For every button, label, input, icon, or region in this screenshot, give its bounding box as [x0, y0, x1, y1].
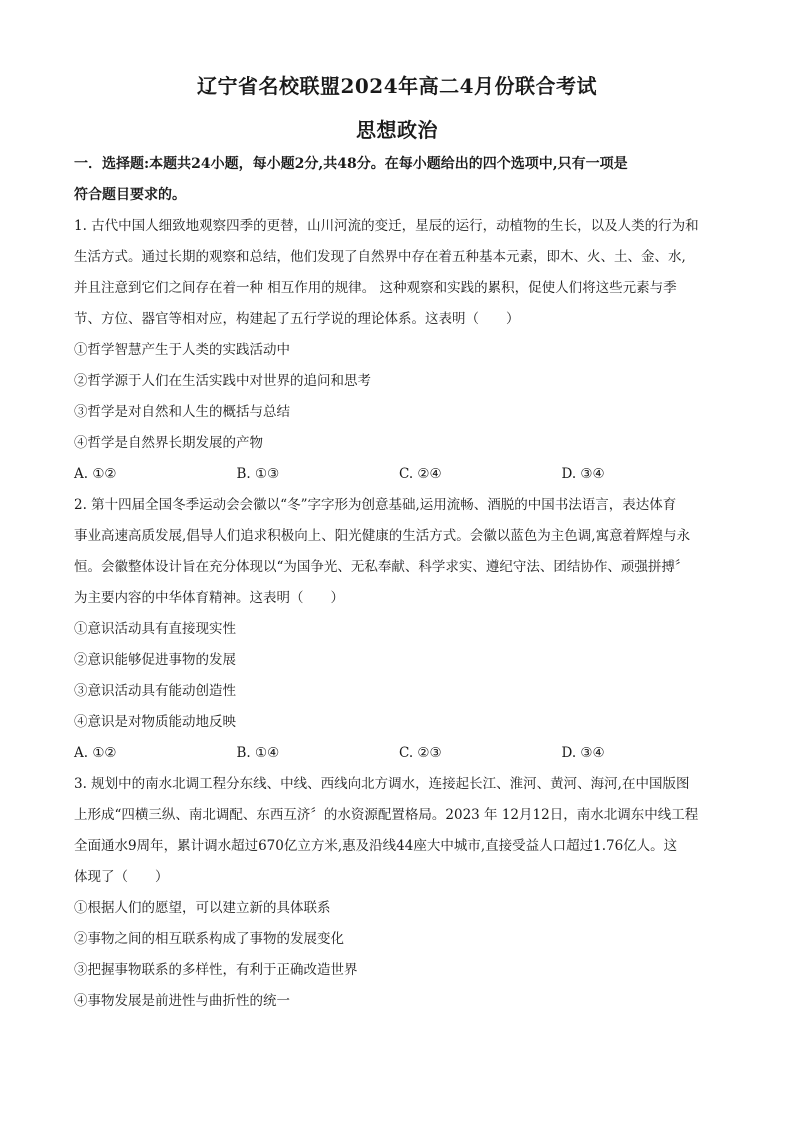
statement-option: ③哲学是对自然和人生的概括与总结 — [74, 404, 290, 420]
statement-option: ④意识是对物质能动地反映 — [74, 714, 236, 730]
statement-option: ③意识活动具有能动创造性 — [74, 683, 236, 699]
question-stem-line: 2. 第十四届全国冬季运动会会徽以“冬”字字形为创意基础,运用流畅、酒脱的中国书法语言，表达体育 — [74, 497, 677, 513]
section-heading-line: 符合题目要求的。 — [74, 187, 186, 203]
answer-choices — [74, 459, 724, 490]
question-stem-line: 为主要内容的中华体育精神。这表明（ ） — [74, 590, 344, 606]
exam-title: 辽宁省名校联盟2024年高二4月份联合考试 — [196, 74, 598, 98]
question-stem-line: 3. 规划中的南水北调工程分东线、中线、西线向北方调水，连接起长江、淮河、黄河、海河,在中国版图 — [74, 776, 690, 792]
statement-option: ②哲学源于人们在生活实践中对世界的追问和思考 — [74, 373, 371, 389]
question-stem-line: 恒。会徽整体设计旨在充分体现以“为国争光、无私奉献、科学求实、遵纪守法、团结协作、顽强拼搏〞 — [74, 559, 689, 575]
question-stem-line: 1. 古代中国人细致地观察四季的更替，山川河流的变迁，星辰的运行，动植物的生长，以及人类的行为和 — [74, 218, 699, 234]
statement-option: ①意识活动具有直接现实性 — [74, 621, 236, 637]
question-stem-line: 节、方位、器官等相对应，构建起了五行学说的理论体系。这表明（ ） — [74, 311, 520, 327]
statement-option: ③把握事物联系的多样性，有利于正确改造世界 — [74, 962, 358, 978]
question-list — [74, 211, 724, 1017]
statement-option: ①哲学智慧产生于人类的实践活动中 — [74, 342, 290, 358]
choice-d: D. ③④ — [561, 466, 605, 482]
statement-option: ①根据人们的愿望，可以建立新的具体联系 — [74, 900, 331, 916]
statement-option: ④哲学是自然界长期发展的产物 — [74, 435, 263, 451]
choice-d: D. ③④ — [561, 745, 605, 761]
question-stem-line: 体现了（ ） — [74, 869, 169, 885]
choice-a: A. ①② — [74, 466, 117, 482]
choice-c: C. ②③ — [399, 745, 442, 761]
question-2 — [74, 490, 724, 769]
question-3 — [74, 769, 724, 1017]
choice-b: B. ①④ — [236, 745, 280, 761]
choice-b: B. ①③ — [236, 466, 280, 482]
exam-subject: 思想政治 — [356, 118, 438, 142]
choice-c: C. ②④ — [399, 466, 442, 482]
choice-a: A. ①② — [74, 745, 117, 761]
question-stem-line: 并且注意到它们之间存在着一种 相互作用的规律。 这种观察和实践的累积，促使人们将这些元素与季 — [74, 280, 677, 296]
statement-option: ④事物发展是前进性与曲折性的统一 — [74, 993, 290, 1009]
question-stem-line: 生活方式。通过长期的观察和总结，他们发现了自然界中存在着五种基本元素，即木、火、土、金、水, — [74, 249, 686, 265]
question-stem-line: 上形成“四横三纵、南北调配、东西互济〞的水资源配置格局。2023 年 12月12日，南水北调东中线工程 — [74, 807, 699, 823]
statement-option: ②意识能够促进事物的发展 — [74, 652, 236, 668]
question-1 — [74, 211, 724, 490]
question-stem-line: 事业高速高质发展,倡导人们追求积极向上、阳光健康的生活方式。会徽以蓝色为主色调,寓意着辉煌与永 — [74, 528, 691, 544]
answer-choices — [74, 738, 724, 769]
section-instructions — [74, 149, 724, 211]
statement-option: ②事物之间的相互联系构成了事物的发展变化 — [74, 931, 344, 947]
section-heading-line: 一．选择题:本题共24小题，每小题2分,共48分。在每小题给出的四个选项中,只有一项是 — [74, 156, 628, 172]
question-stem-line: 全面通水9周年，累计调水超过670亿立方米,惠及沿线44座大中城市,直接受益人口超过1.76亿人。这 — [74, 838, 678, 854]
